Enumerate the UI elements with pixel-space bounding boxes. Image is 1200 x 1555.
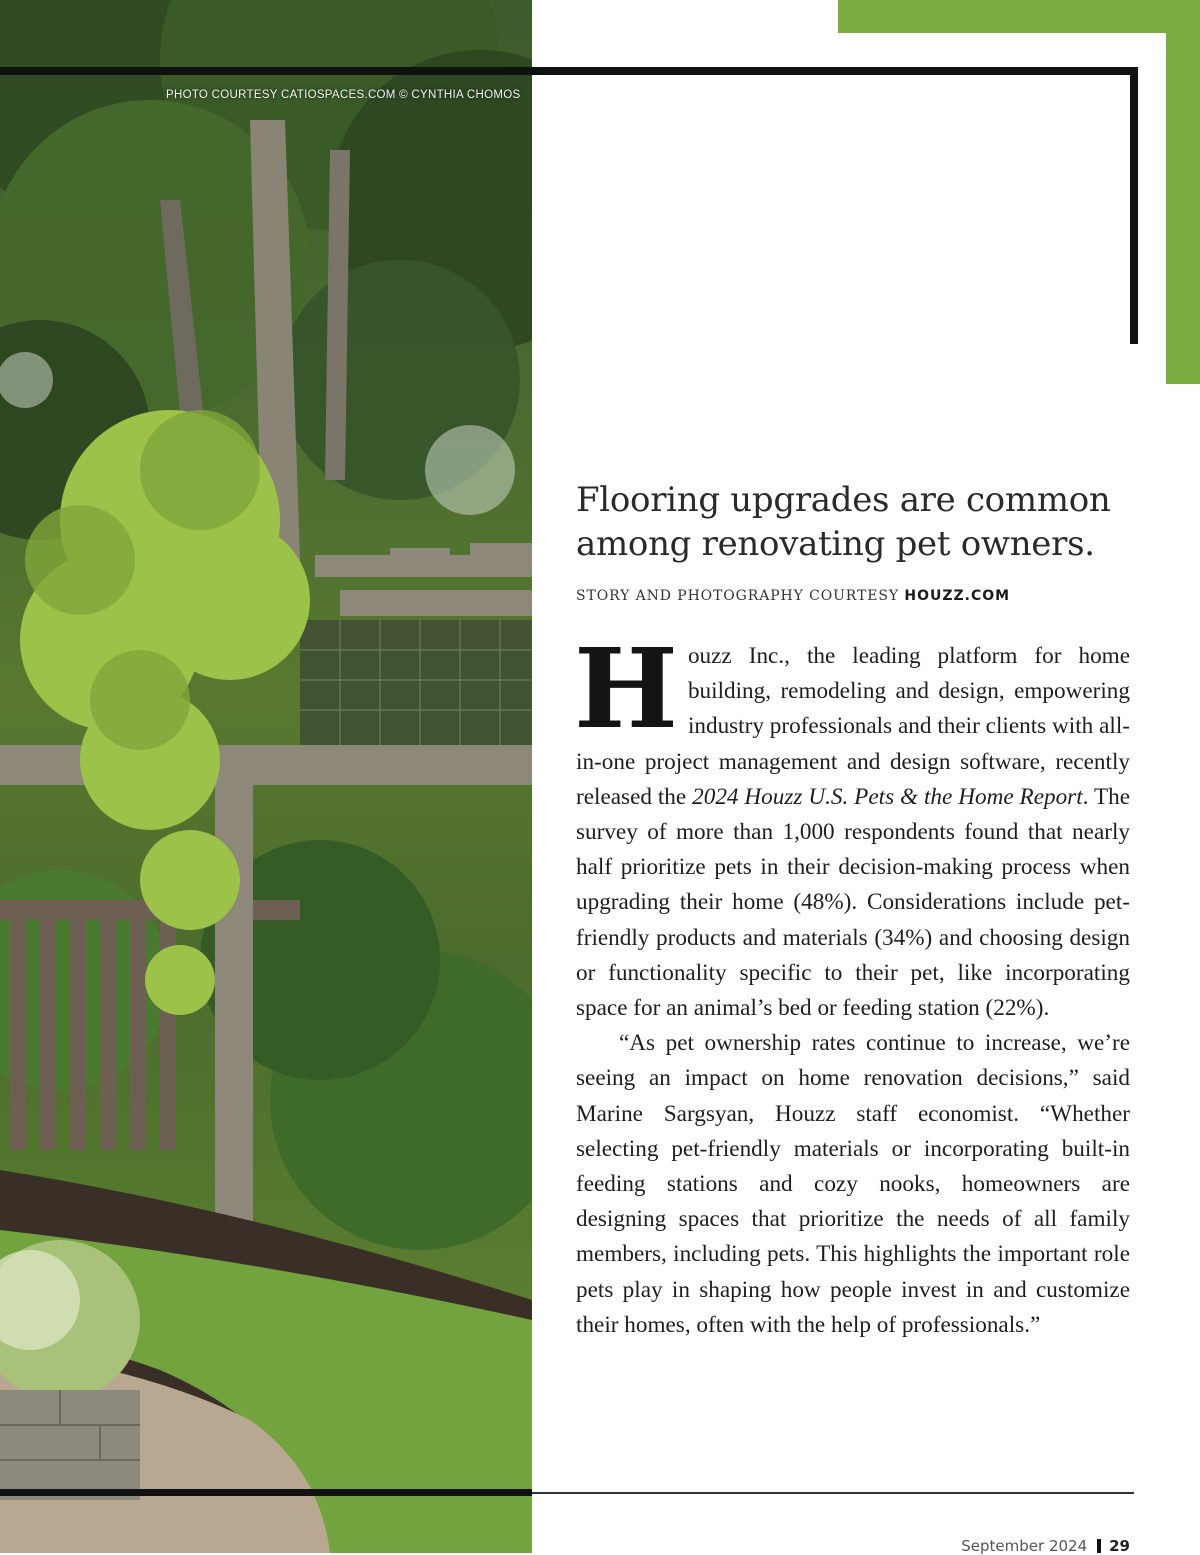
page-footer bbox=[961, 1537, 1130, 1555]
black-rule-top bbox=[0, 67, 1138, 75]
byline-source: HOUZZ.COM bbox=[904, 588, 1011, 604]
paragraph-1-text-a: ouzz Inc., the leading platform for home building, remodeling and design, empowering industry professionals and their clients with all-in-one project management and design software, recently released the bbox=[576, 643, 1130, 810]
garden-illustration bbox=[0, 0, 532, 1553]
issue-date: September 2024 bbox=[961, 1537, 1088, 1555]
page-number: 29 bbox=[1109, 1537, 1130, 1555]
garden-catio-photo bbox=[0, 0, 532, 1553]
paragraph-2: “As pet ownership rates continue to increase, we’re seeing an impact on home renovation decisions,” said Marine Sargsyan, Houzz staff economist. “Whether selecting pet-friendly materials or incorporating built-in feeding stations and cozy nooks, homeowners are designing spaces that prioritize the needs of all family members, including pets. This highlights the important role pets play in shaping how people invest in and customize their homes, often with the help of professionals.” bbox=[576, 1030, 1130, 1338]
byline bbox=[576, 588, 1136, 604]
paragraph-1-text-b: . The survey of more than 1,000 respondents found that nearly half prioritize pets in their decision-making process when upgrading their home (48%). Considerations include pet-friendly products and materials (34%) and choosing design or functionality specific to their pet, like incorporating space for an animal’s bed or feeding station (22%). bbox=[576, 783, 1130, 1022]
footer-separator bbox=[1097, 1539, 1101, 1553]
article-headline: Flooring upgrades are common among renovating pet owners. bbox=[576, 480, 1111, 564]
report-title: 2024 Houzz U.S. Pets & the Home Report bbox=[692, 783, 1083, 810]
drop-cap: H bbox=[574, 624, 678, 753]
green-accent-bar-side bbox=[1166, 33, 1200, 384]
article-body bbox=[574, 624, 1130, 1343]
byline-prefix: STORY AND PHOTOGRAPHY COURTESY bbox=[576, 588, 905, 604]
footer-rule bbox=[532, 1492, 1134, 1494]
paragraph-1 bbox=[574, 624, 1130, 1026]
black-rule-bottom bbox=[0, 1489, 532, 1496]
photo-credit: PHOTO COURTESY CATIOSPACES.COM © CYNTHIA CHOMOS bbox=[166, 89, 521, 101]
green-accent-bar-top bbox=[838, 0, 1200, 33]
black-rule-side bbox=[1130, 67, 1138, 344]
